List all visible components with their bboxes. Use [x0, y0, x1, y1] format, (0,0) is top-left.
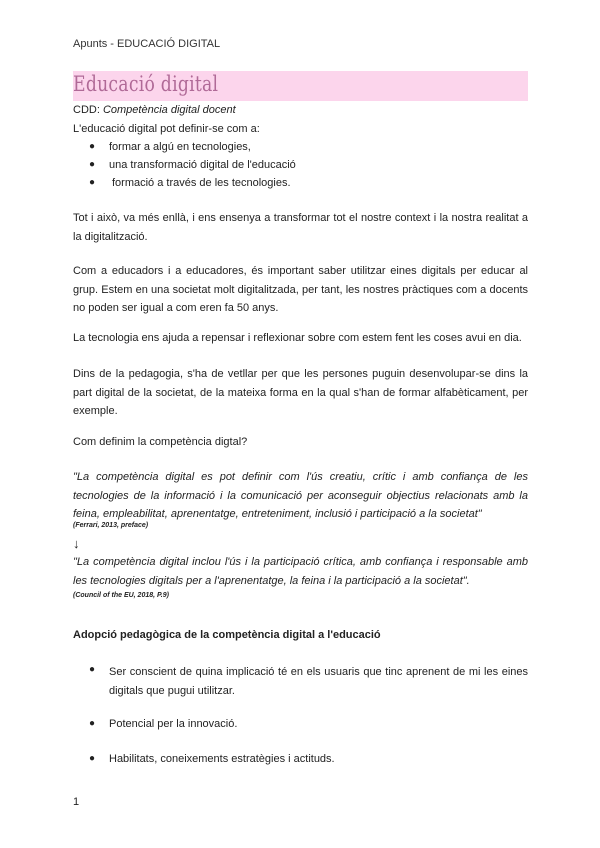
cdd-prefix: CDD: — [73, 104, 103, 116]
paragraph: Com definim la competència digtal? — [73, 436, 248, 448]
bullet-dot: ● — [89, 141, 96, 152]
quote-ferrari: "La competència digital es pot definir com l'ús creatiu, crític i amb confiança de les tecnologies de la informació i la comunicació per aconseguir objectius relacionats amb la feina, empleabilitat, aprenentatge, entreteniment, inclusió i participació a la societat" — [73, 471, 528, 520]
bullet-dot: ● — [89, 753, 96, 764]
list-item: Ser conscient de quina implicació té en els usuaris que tinc aprenent de mi les eines digitals que pugui utilitzar. — [109, 666, 528, 697]
bullet-dot: ● — [89, 664, 96, 675]
paragraph: Tot i això, va més enllà, i ens ensenya a transformar tot el nostre context i la nostra realitat a la digitalització. — [73, 212, 528, 243]
bullet-dot: ● — [89, 159, 96, 170]
page-number: 1 — [73, 796, 80, 808]
quote-council: "La competència digital inclou l'ús i la participació crítica, amb confiança i responsable amb les tecnologies digitals per a l'aprenentatge, la feina i la participació a la societat". — [73, 556, 528, 587]
list-item: formar a algú en tecnologies, — [109, 141, 251, 153]
list-item: Habilitats, coneixements estratègies i actituds. — [109, 753, 335, 765]
citation-ferrari: (Ferrari, 2013, preface) — [73, 522, 149, 529]
down-arrow-icon: ↓ — [73, 536, 80, 551]
bullet-dot: ● — [89, 177, 96, 188]
section-heading: Adopció pedagògica de la competència digital a l'educació — [73, 629, 381, 641]
bullet-dot: ● — [89, 718, 96, 729]
cdd-line — [73, 104, 236, 116]
list-item: formació a través de les tecnologies. — [112, 177, 291, 189]
paragraph: Dins de la pedagogia, s'ha de vetllar per que les persones puguin desenvolupar-se dins la part digital de la societat, de la mateixa forma en la qual s'han de formar alfabèticament, per exemple. — [73, 368, 528, 417]
citation-council: (Council of the EU, 2018, P.9) — [73, 592, 169, 599]
paragraph: Com a educadors i a educadores, és important saber utilitzar eines digitals per educar al grup. Estem en una societat molt digitalitzada, per tant, les nostres pràctiques com a docents no poden ser igual a com eren fa 50 anys. — [73, 265, 528, 314]
paragraph: La tecnologia ens ajuda a repensar i reflexionar sobre com estem fent les coses avui en dia. — [73, 332, 522, 344]
page-header: Apunts - EDUCACIÓ DIGITAL — [73, 38, 221, 50]
list-item: Potencial per la innovació. — [109, 718, 238, 730]
list-item: una transformació digital de l'educació — [109, 159, 296, 171]
page-title: Educació digital — [73, 72, 219, 96]
cdd-text: Competència digital docent — [102, 104, 236, 116]
intro-text: L'educació digital pot definir-se com a: — [73, 123, 260, 135]
